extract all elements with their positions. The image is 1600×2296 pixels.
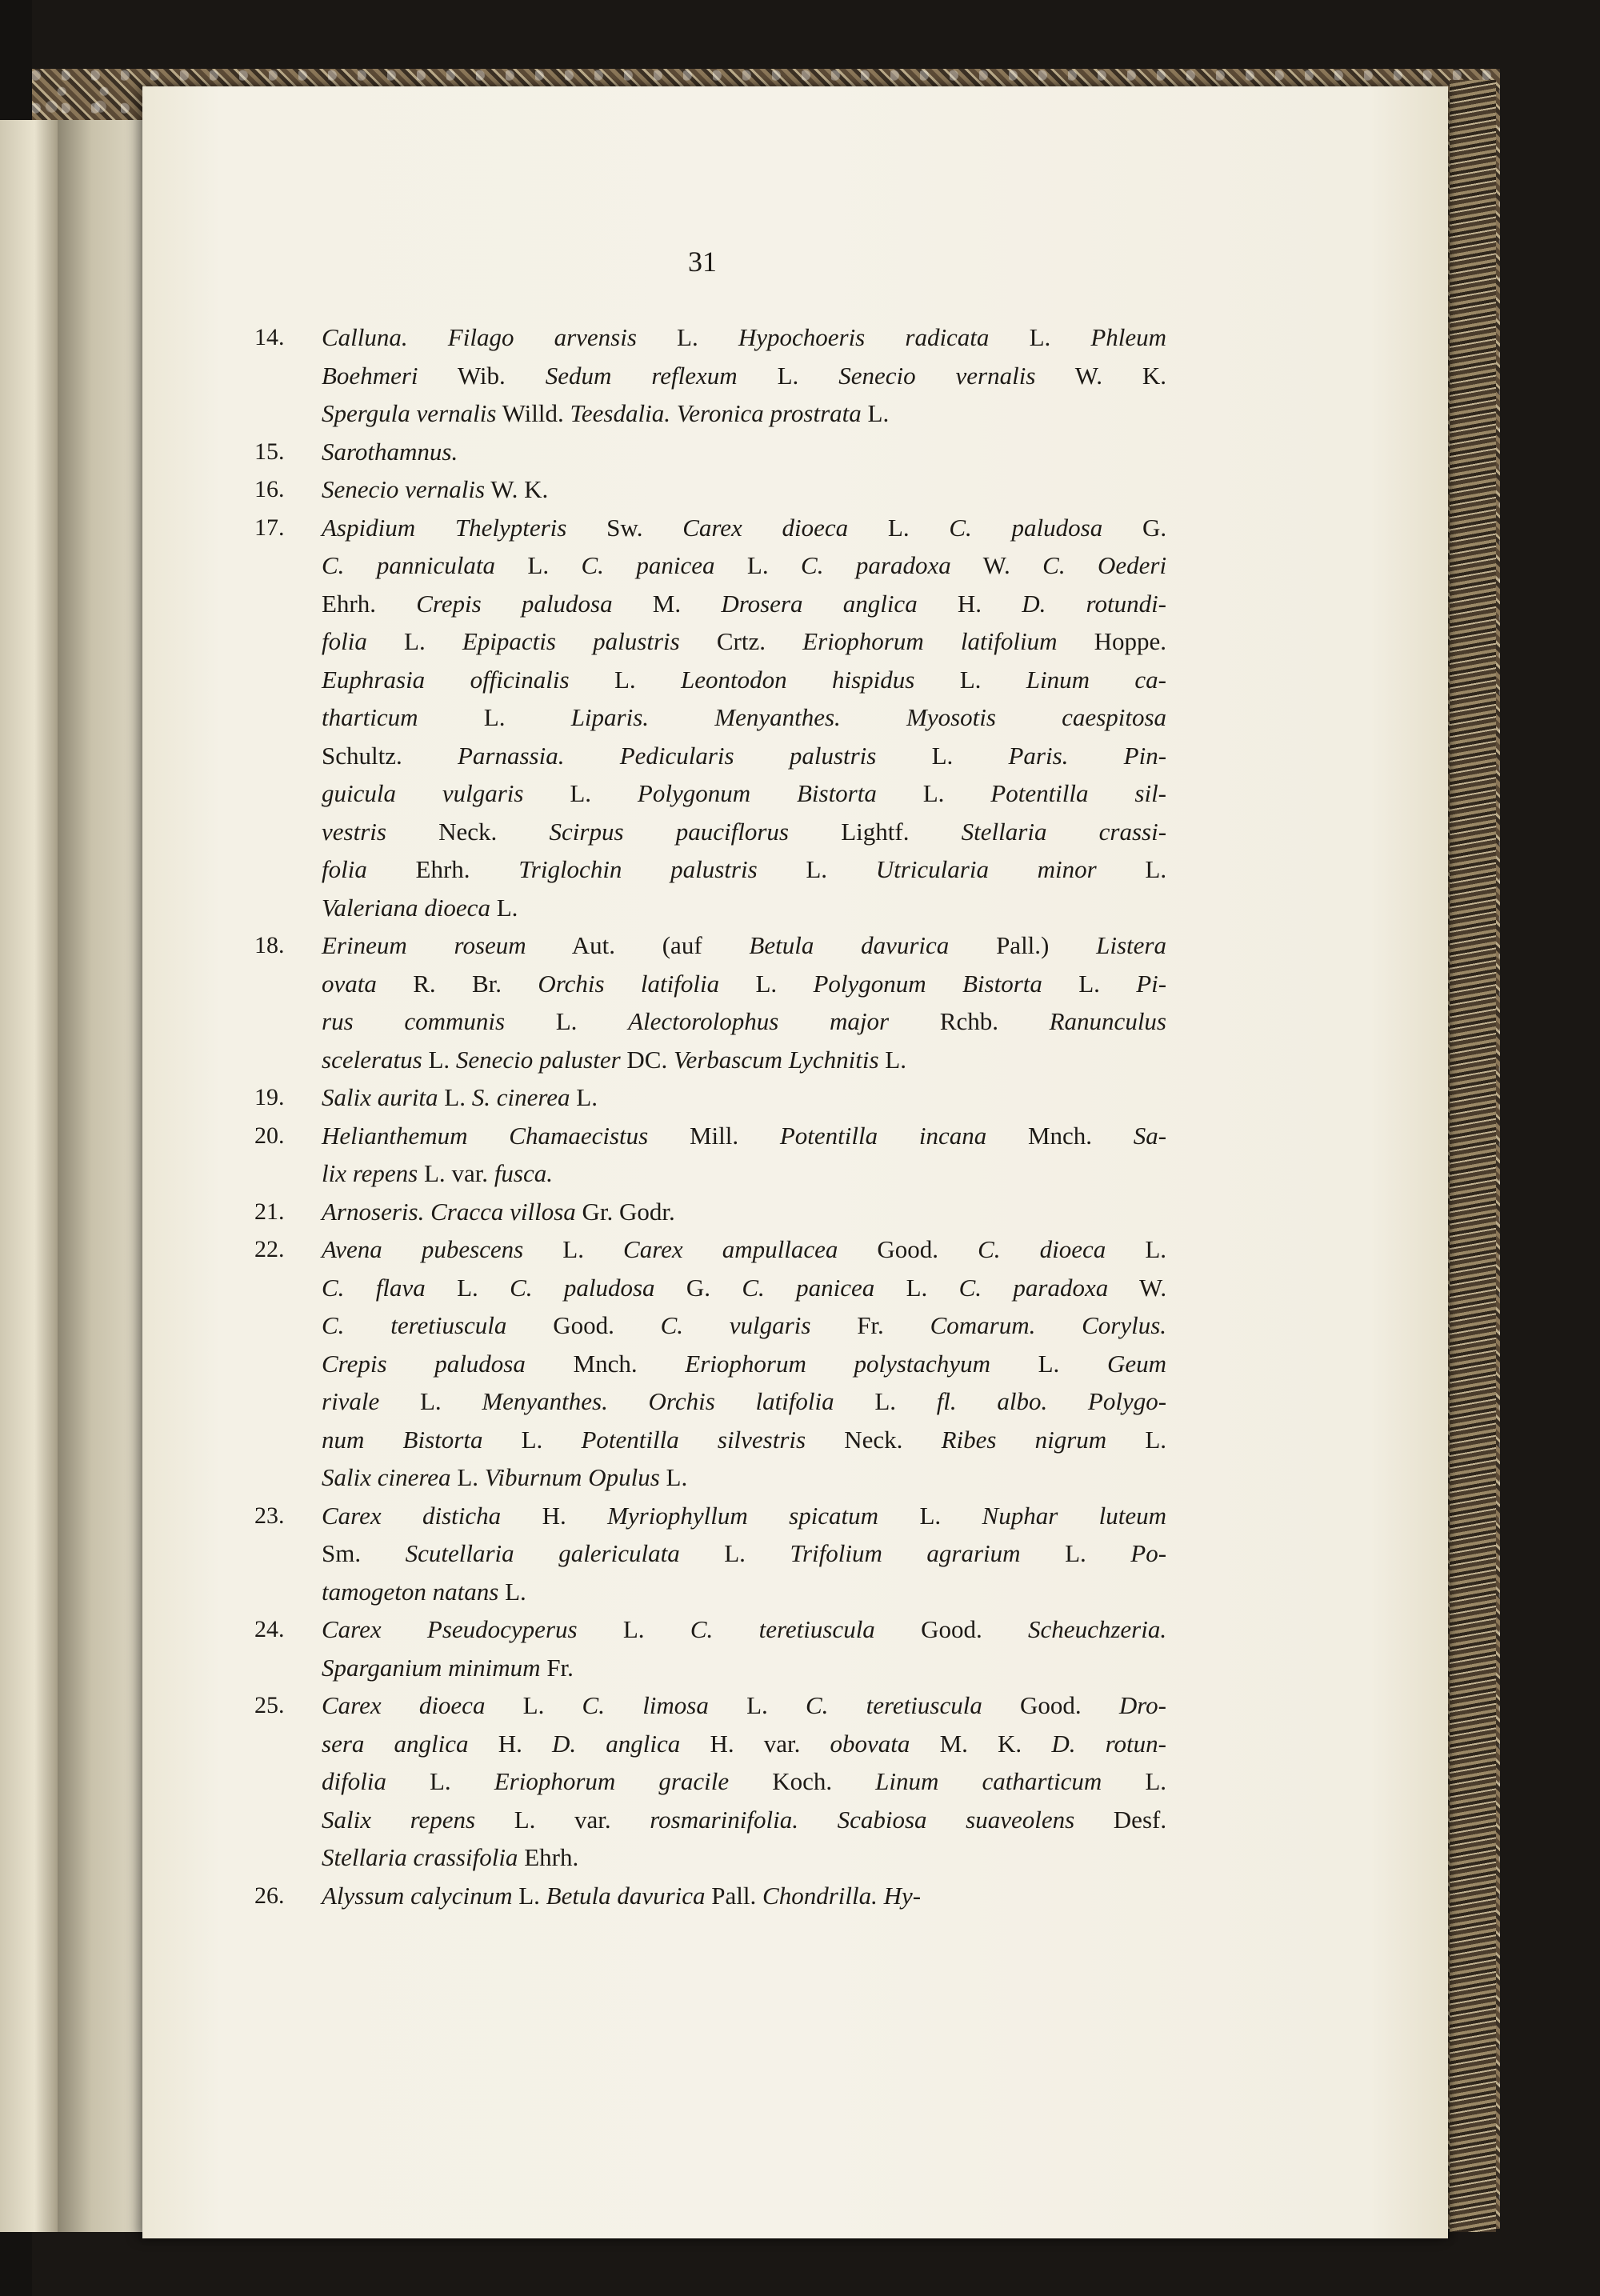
entry-line: Stellaria crassifolia Ehrh.: [322, 1843, 579, 1871]
entry-line: Carex dioeca L. C. limosa L. C. teretiuscula Good. Dro-: [322, 1691, 1166, 1719]
species-entry: [254, 470, 1166, 509]
entry-text: [322, 470, 1166, 509]
cover-edge: [1450, 80, 1496, 2232]
entry-text: [322, 1230, 1166, 1497]
entry-line: difolia L. Eriophorum gracile Koch. Linum catharticum L.: [322, 1767, 1167, 1795]
entry-text: [322, 1078, 1166, 1117]
species-entry: [254, 318, 1166, 433]
entry-line: sceleratus L. Senecio paluster DC. Verbascum Lychnitis L.: [322, 1045, 906, 1074]
species-entry: [254, 1193, 1166, 1231]
species-entry: [254, 1078, 1166, 1117]
entry-line: Sarothamnus.: [322, 437, 458, 466]
entry-text: [322, 1877, 1166, 1915]
entry-line: Spergula vernalis Willd. Teesdalia. Veronica prostrata L.: [322, 399, 890, 427]
entry-line: Carex disticha H. Myriophyllum spicatum L. Nuphar luteum: [322, 1501, 1167, 1530]
entry-line: Ehrh. Crepis paludosa M. Drosera anglica H. D. rotundi-: [322, 589, 1167, 618]
entry-line: Valeriana dioeca L.: [322, 893, 518, 922]
entry-number: 24.: [254, 1616, 285, 1642]
entry-line: ovata R. Br. Orchis latifolia L. Polygonum Bistorta L. Pi-: [322, 969, 1167, 998]
entry-line: vestris Neck. Scirpus pauciflorus Lightf. Stellaria crassi-: [322, 817, 1167, 846]
entry-line: Salix cinerea L. Viburnum Opulus L.: [322, 1463, 688, 1491]
entry-line: C. teretiuscula Good. C. vulgaris Fr. Comarum. Corylus.: [322, 1311, 1167, 1339]
entry-line: C. flava L. C. paludosa G. C. panicea L. C. paradoxa W.: [322, 1273, 1167, 1302]
entry-line: Boehmeri Wib. Sedum reflexum L. Senecio vernalis W. K.: [322, 361, 1167, 390]
entry-line: C. panniculata L. C. panicea L. C. paradoxa W. C. Oederi: [322, 551, 1167, 579]
entry-line: Helianthemum Chamaecistus Mill. Potentilla incana Mnch. Sa-: [322, 1121, 1167, 1150]
entry-line: Salix repens L. var. rosmarinifolia. Scabiosa suaveolens Desf.: [322, 1805, 1167, 1834]
entry-text: [322, 1117, 1166, 1193]
entry-line: folia L. Epipactis palustris Crtz. Eriophorum latifolium Hoppe.: [322, 627, 1167, 655]
entry-line: lix repens L. var. fusca.: [322, 1159, 553, 1187]
entry-text: [322, 926, 1166, 1078]
entry-line: folia Ehrh. Triglochin palustris L. Utricularia minor L.: [322, 855, 1167, 883]
entry-number: 22.: [254, 1236, 285, 1262]
entry-text: [322, 318, 1166, 433]
entry-number: 15.: [254, 438, 285, 465]
entry-number: 20.: [254, 1122, 285, 1149]
entry-number: 23.: [254, 1502, 285, 1529]
entry-line: Avena pubescens L. Carex ampullacea Good. C. dioeca L.: [322, 1235, 1166, 1263]
species-entry: [254, 1610, 1166, 1686]
entry-line: tamogeton natans L.: [322, 1577, 526, 1606]
species-entry: [254, 1686, 1166, 1877]
page-number: 31: [688, 246, 717, 278]
entry-text: [322, 509, 1166, 927]
entry-line: rus communis L. Alectorolophus major Rchb. Ranunculus: [322, 1007, 1166, 1035]
entry-line: Aspidium Thelypteris Sw. Carex dioeca L. C. paludosa G.: [322, 513, 1167, 542]
entry-number: 14.: [254, 324, 285, 350]
species-list: [254, 318, 1166, 1914]
entry-text: [322, 1193, 1166, 1231]
entry-line: Senecio vernalis W. K.: [322, 475, 549, 503]
entry-line: Salix aurita L. S. cinerea L.: [322, 1083, 598, 1111]
entry-line: Erineum roseum Aut. (auf Betula davurica Pall.) Listera: [322, 931, 1166, 959]
entry-line: guicula vulgaris L. Polygonum Bistorta L. Potentilla sil-: [322, 779, 1167, 807]
entry-line: Sparganium minimum Fr.: [322, 1653, 574, 1682]
entry-text: [322, 1610, 1166, 1686]
species-entry: [254, 1230, 1166, 1497]
entry-line: Crepis paludosa Mnch. Eriophorum polystachyum L. Geum: [322, 1349, 1167, 1378]
entry-line: Sm. Scutellaria galericulata L. Trifolium agrarium L. Po-: [322, 1539, 1167, 1567]
entry-line: rivale L. Menyanthes. Orchis latifolia L. fl. albo. Polygo-: [322, 1387, 1167, 1415]
entry-number: 19.: [254, 1084, 285, 1110]
species-entry: [254, 509, 1166, 927]
entry-line: Carex Pseudocyperus L. C. teretiuscula Good. Scheuchzeria.: [322, 1615, 1167, 1643]
species-entry: [254, 926, 1166, 1078]
entry-line: Euphrasia officinalis L. Leontodon hispidus L. Linum ca-: [322, 665, 1167, 694]
entry-number: 25.: [254, 1692, 285, 1718]
previous-page-edge: [0, 120, 58, 2232]
entry-number: 26.: [254, 1882, 285, 1909]
entry-number: 21.: [254, 1198, 285, 1225]
entry-number: 18.: [254, 932, 285, 958]
entry-line: num Bistorta L. Potentilla silvestris Neck. Ribes nigrum L.: [322, 1425, 1167, 1454]
entry-line: Calluna. Filago arvensis L. Hypochoeris radicata L. Phleum: [322, 323, 1167, 351]
entry-line: Schultz. Parnassia. Pedicularis palustris L. Paris. Pin-: [322, 741, 1167, 770]
entry-text: [322, 433, 1166, 471]
species-entry: [254, 1117, 1166, 1193]
species-entry: [254, 1497, 1166, 1611]
species-entry: [254, 1877, 1166, 1915]
entry-text: [322, 1497, 1166, 1611]
entry-number: 16.: [254, 476, 285, 502]
entry-text: [322, 1686, 1166, 1877]
entry-line: Arnoseris. Cracca villosa Gr. Godr.: [322, 1197, 675, 1226]
species-entry: [254, 433, 1166, 471]
gutter-shadow: [58, 120, 142, 2232]
entry-line: sera anglica H. D. anglica H. var. obovata M. K. D. rotun-: [322, 1729, 1166, 1758]
entry-number: 17.: [254, 514, 285, 541]
entry-line: tharticum L. Liparis. Menyanthes. Myosotis caespitosa: [322, 703, 1167, 731]
entry-line: Alyssum calycinum L. Betula davurica Pall. Chondrilla. Hy-: [322, 1881, 922, 1910]
